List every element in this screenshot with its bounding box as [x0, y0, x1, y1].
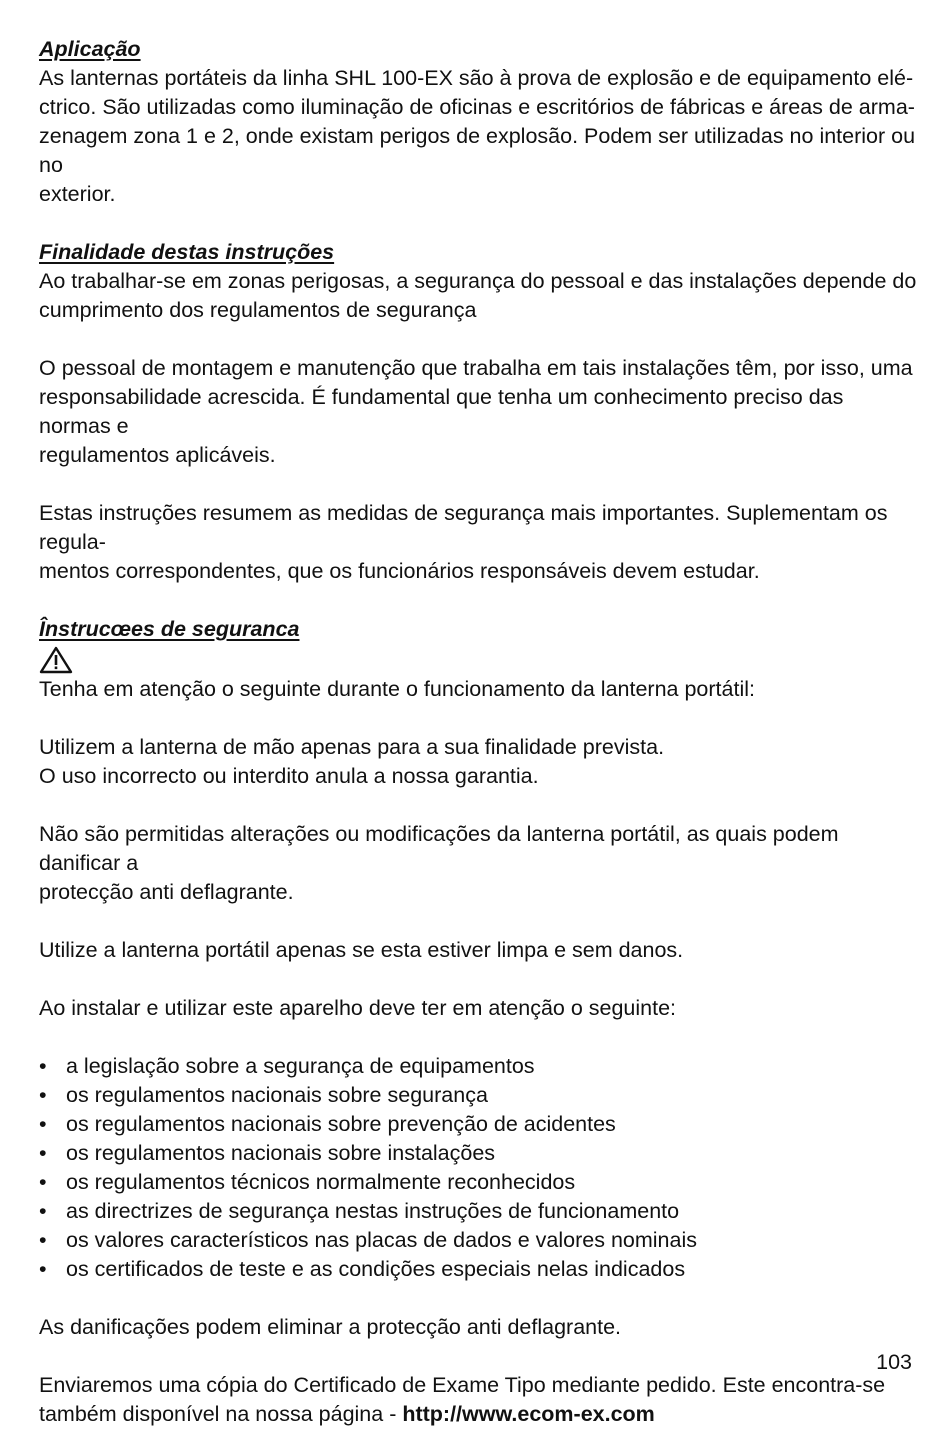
text-line: Ao trabalhar-se em zonas perigosas, a segurança do pessoal e das instalações depende do: [39, 269, 917, 293]
heading-finalidade: Finalidade destas instruções: [39, 240, 335, 264]
list-item: [39, 1052, 919, 1081]
text-line: ctrico. São utilizadas como iluminação de oficinas e escritórios de fábricas e áreas de arma-: [39, 95, 915, 119]
text-line: protecção anti deflagrante.: [39, 880, 294, 904]
paragraph-seguranca-1: Tenha em atenção o seguinte durante o funcionamento da lanterna portátil:: [39, 677, 755, 701]
bullet: •: [39, 1170, 47, 1194]
bullet: •: [39, 1083, 47, 1107]
list-item-text: os valores característicos nas placas de dados e valores nominais: [66, 1228, 697, 1252]
heading-aplicacao: Aplicação: [39, 37, 141, 61]
list-item: [39, 1255, 919, 1284]
text-line: responsabilidade acrescida. É fundamental que tenha um conhecimento preciso das normas e: [39, 385, 844, 438]
paragraph-seguranca-7: [39, 1371, 919, 1429]
paragraph-aplicacao: [39, 64, 919, 209]
paragraph-seguranca-6: As danificações podem eliminar a protecção anti deflagrante.: [39, 1315, 622, 1339]
list-item: [39, 1197, 919, 1226]
bullet: •: [39, 1112, 47, 1136]
text-line: cumprimento dos regulamentos de segurança: [39, 298, 477, 322]
text-line: mentos correspondentes, que os funcionários responsáveis devem estudar.: [39, 559, 760, 583]
paragraph-seguranca-4: Utilize a lanterna portátil apenas se esta estiver limpa e sem danos.: [39, 938, 684, 962]
list-item-text: os regulamentos nacionais sobre instalações: [66, 1141, 496, 1165]
list-item: [39, 1081, 919, 1110]
text-line: Utilizem a lanterna de mão apenas para a sua finalidade prevista.: [39, 735, 665, 759]
text-line: Enviaremos uma cópia do Certificado de Exame Tipo mediante pedido. Este encontra-se: [39, 1373, 886, 1397]
list-item-text: os regulamentos nacionais sobre segurança: [66, 1083, 488, 1107]
paragraph-seguranca-5: Ao instalar e utilizar este aparelho deve ter em atenção o seguinte:: [39, 996, 677, 1020]
bullet: •: [39, 1054, 47, 1078]
bullet: •: [39, 1228, 47, 1252]
bullet: •: [39, 1257, 47, 1281]
text-line: Não são permitidas alterações ou modificações da lanterna portátil, as quais podem danificar a: [39, 822, 839, 875]
warning-block: [39, 646, 919, 675]
list-item-text: a legislação sobre a segurança de equipamentos: [66, 1054, 535, 1078]
warning-triangle-icon: [39, 646, 73, 674]
paragraph-seguranca-2: [39, 733, 919, 791]
paragraph-seguranca-3: [39, 820, 919, 907]
list-item: [39, 1168, 919, 1197]
website-link[interactable]: http://www.ecom-ex.com: [402, 1402, 655, 1426]
heading-seguranca: Înstrucœes de seguranca: [39, 617, 300, 641]
list-item: [39, 1226, 919, 1255]
requirements-list: [39, 1052, 919, 1284]
page-content: [39, 35, 919, 1429]
list-item: [39, 1110, 919, 1139]
bullet: •: [39, 1141, 47, 1165]
text-line: exterior.: [39, 182, 116, 206]
text-line: Estas instruções resumem as medidas de segurança mais importantes. Suplementam os regula-: [39, 501, 888, 554]
list-item-text: as directrizes de segurança nestas instruções de funcionamento: [66, 1199, 680, 1223]
text-line: As lanternas portáteis da linha SHL 100-EX são à prova de explosão e de equipamento elé-: [39, 66, 914, 90]
paragraph-finalidade-2: [39, 354, 919, 470]
text-line: regulamentos aplicáveis.: [39, 443, 276, 467]
text-line: O pessoal de montagem e manutenção que trabalha em tais instalações têm, por isso, uma: [39, 356, 913, 380]
list-item-text: os regulamentos nacionais sobre prevenção de acidentes: [66, 1112, 616, 1136]
page-number: 103: [876, 1350, 912, 1374]
text-line: zenagem zona 1 e 2, onde existam perigos de explosão. Podem ser utilizadas no interior ou no: [39, 124, 916, 177]
paragraph-finalidade-3: [39, 499, 919, 586]
text-line: também disponível na nossa página -: [39, 1402, 403, 1426]
text-line: O uso incorrecto ou interdito anula a nossa garantia.: [39, 764, 539, 788]
list-item-text: os certificados de teste e as condições especiais nelas indicados: [66, 1257, 686, 1281]
bullet: •: [39, 1199, 47, 1223]
list-item-text: os regulamentos técnicos normalmente reconhecidos: [66, 1170, 576, 1194]
paragraph-finalidade-1: [39, 267, 919, 325]
list-item: [39, 1139, 919, 1168]
